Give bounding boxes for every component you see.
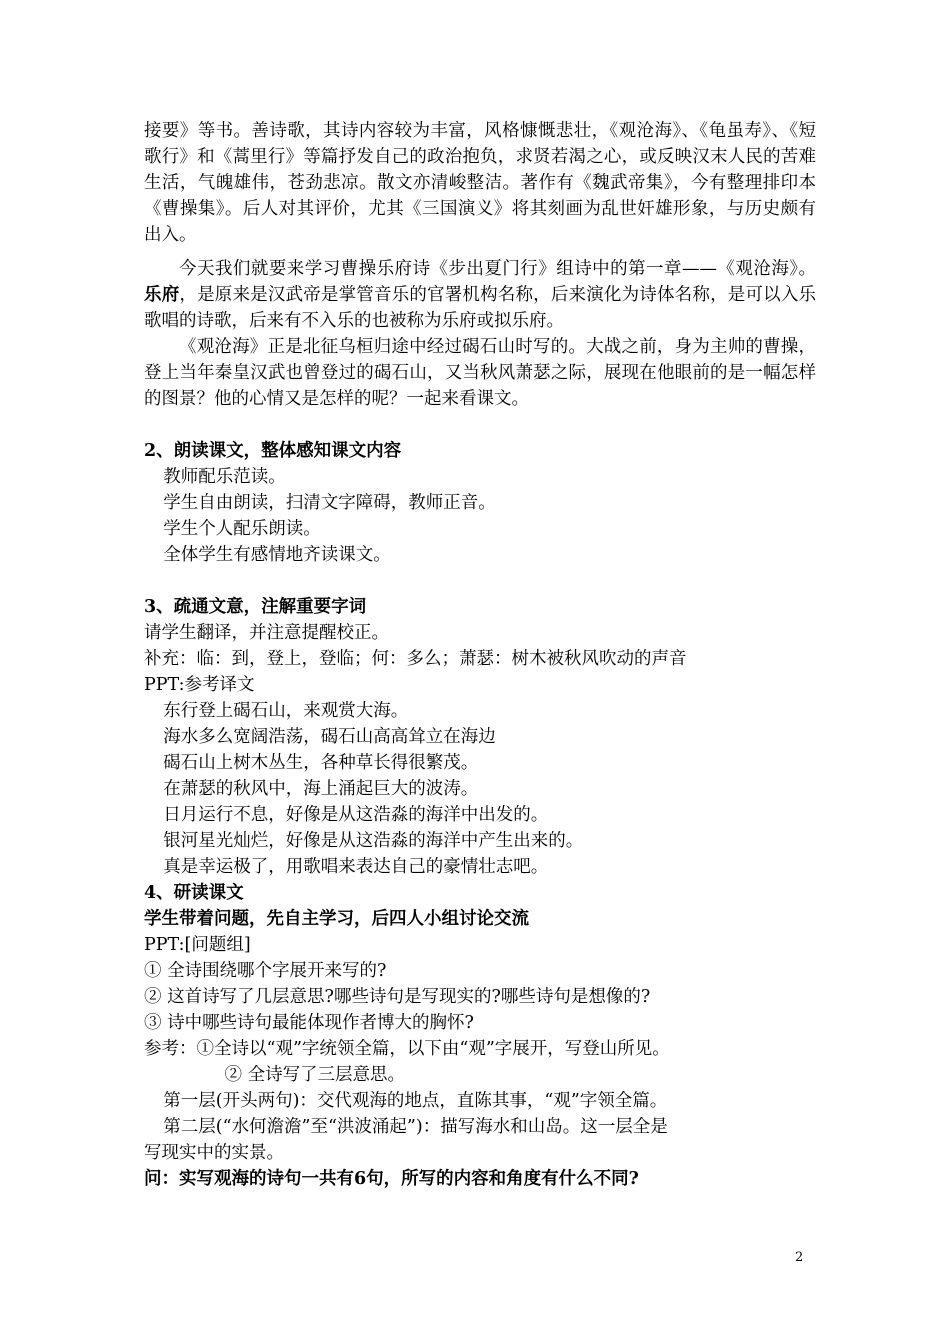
translation-line: 真是幸运极了，用歌唱来表达自己的豪情壮志吧。 <box>163 857 549 877</box>
intro-paragraph-3: 《观沧海》正是北征乌桓归途中经过碣石山时写的。大战之前，身为主帅的曹操，登上当年秦皇汉武也曾登过的碣石山，又当秋风萧瑟之际，展现在他眼前的是一幅怎样的图景？他的心情又是怎样的呢？一起来看课文。 <box>144 337 816 409</box>
intro-paragraph-2-lead: 今天我们就要来学习曹操乐府诗《步出夏门行》组诗中的第一章——《观沧海》。 <box>179 259 816 279</box>
section-4-ppt-label: PPT:[问题组] <box>144 935 251 955</box>
page-number: 2 <box>795 1250 804 1265</box>
translation-line: 银河星光灿烂，好像是从这浩淼的海洋中产生出来的。 <box>163 831 584 851</box>
section-3-line: PPT:参考译文 <box>144 675 255 695</box>
section-3-heading: 3、疏通文意，注解重要字词 <box>144 597 367 617</box>
question-item: ② 这首诗写了几层意思?哪些诗句是写现实的?哪些诗句是想像的? <box>144 987 651 1007</box>
reference-answer-2: ② 全诗写了三层意思。 <box>224 1065 406 1085</box>
translation-line: 碣石山上树木丛生，各种草长得很繁茂。 <box>163 753 479 773</box>
section-2-heading: 2、朗读课文，整体感知课文内容 <box>144 441 402 461</box>
intro-paragraph-2 <box>144 256 816 334</box>
layer-2-text: 第二层(“水何澹澹”至“洪波涌起”)：描写海水和山岛。这一层全是 <box>163 1117 668 1137</box>
section-4-heading: 4、研读课文 <box>144 883 244 903</box>
layer-2-text-cont: 写现实中的实景。 <box>144 1143 284 1163</box>
section-2-line: 教师配乐范读。 <box>163 467 286 487</box>
translation-line: 海水多么宽阔浩荡，碣石山高高耸立在海边 <box>163 727 496 747</box>
yuefu-term: 乐府 <box>144 285 180 305</box>
section-2-line: 学生个人配乐朗读。 <box>163 519 321 539</box>
translation-line: 在萧瑟的秋风中，海上涌起巨大的波涛。 <box>163 779 479 799</box>
intro-paragraph-2-rest: ，是原来是汉武帝是掌管音乐的官署机构名称，后来演化为诗体名称，是可以入乐歌唱的诗歌，后来有不入乐的也被称为乐府或拟乐府。 <box>144 285 817 331</box>
section-2-line: 全体学生有感情地齐读课文。 <box>163 545 391 565</box>
section-2-line: 学生自由朗读，扫清文字障碍，教师正音。 <box>163 493 496 513</box>
question-item: ③ 诗中哪些诗句最能体现作者博大的胸怀? <box>144 1013 474 1033</box>
intro-paragraph-1: 接要》等书。善诗歌，其诗内容较为丰富，风格慷慨悲壮，《观沧海》、《龟虽寿》、《短歌行》和《蒿里行》等篇抒发自己的政治抱负，求贤若渴之心，或反映汉末人民的苦难生活，气魄雄伟，苍劲悲凉。散文亦清峻整洁。著作有《魏武帝集》，今有整理排印本《曹操集》。后人对其评价，尤其《三国演义》将其刻画为乱世奸雄形象，与历史颇有出入。 <box>144 121 816 245</box>
layer-1-text: 第一层(开头两句)：交代观海的地点，直陈其事，“观”字领全篇。 <box>163 1091 668 1111</box>
question-item: ① 全诗围绕哪个字展开来写的? <box>144 961 387 981</box>
translation-line: 日月运行不息，好像是从这浩淼的海洋中出发的。 <box>163 805 549 825</box>
translation-line: 东行登上碣石山，来观赏大海。 <box>163 701 409 721</box>
section-4-subheading: 学生带着问题，先自主学习，后四人小组讨论交流 <box>144 909 529 929</box>
reference-answer-1: 参考：①全诗以“观”字统领全篇，以下由“观”字展开，写登山所见。 <box>144 1039 670 1059</box>
section-3-line: 请学生翻译，并注意提醒校正。 <box>144 623 389 643</box>
discussion-question: 问：实写观海的诗句一共有6句，所写的内容和角度有什么不同? <box>144 1169 639 1189</box>
page-content <box>144 118 816 1192</box>
section-3-line: 补充：临：到，登上，登临；何：多么；萧瑟：树木被秋风吹动的声音 <box>144 649 687 669</box>
